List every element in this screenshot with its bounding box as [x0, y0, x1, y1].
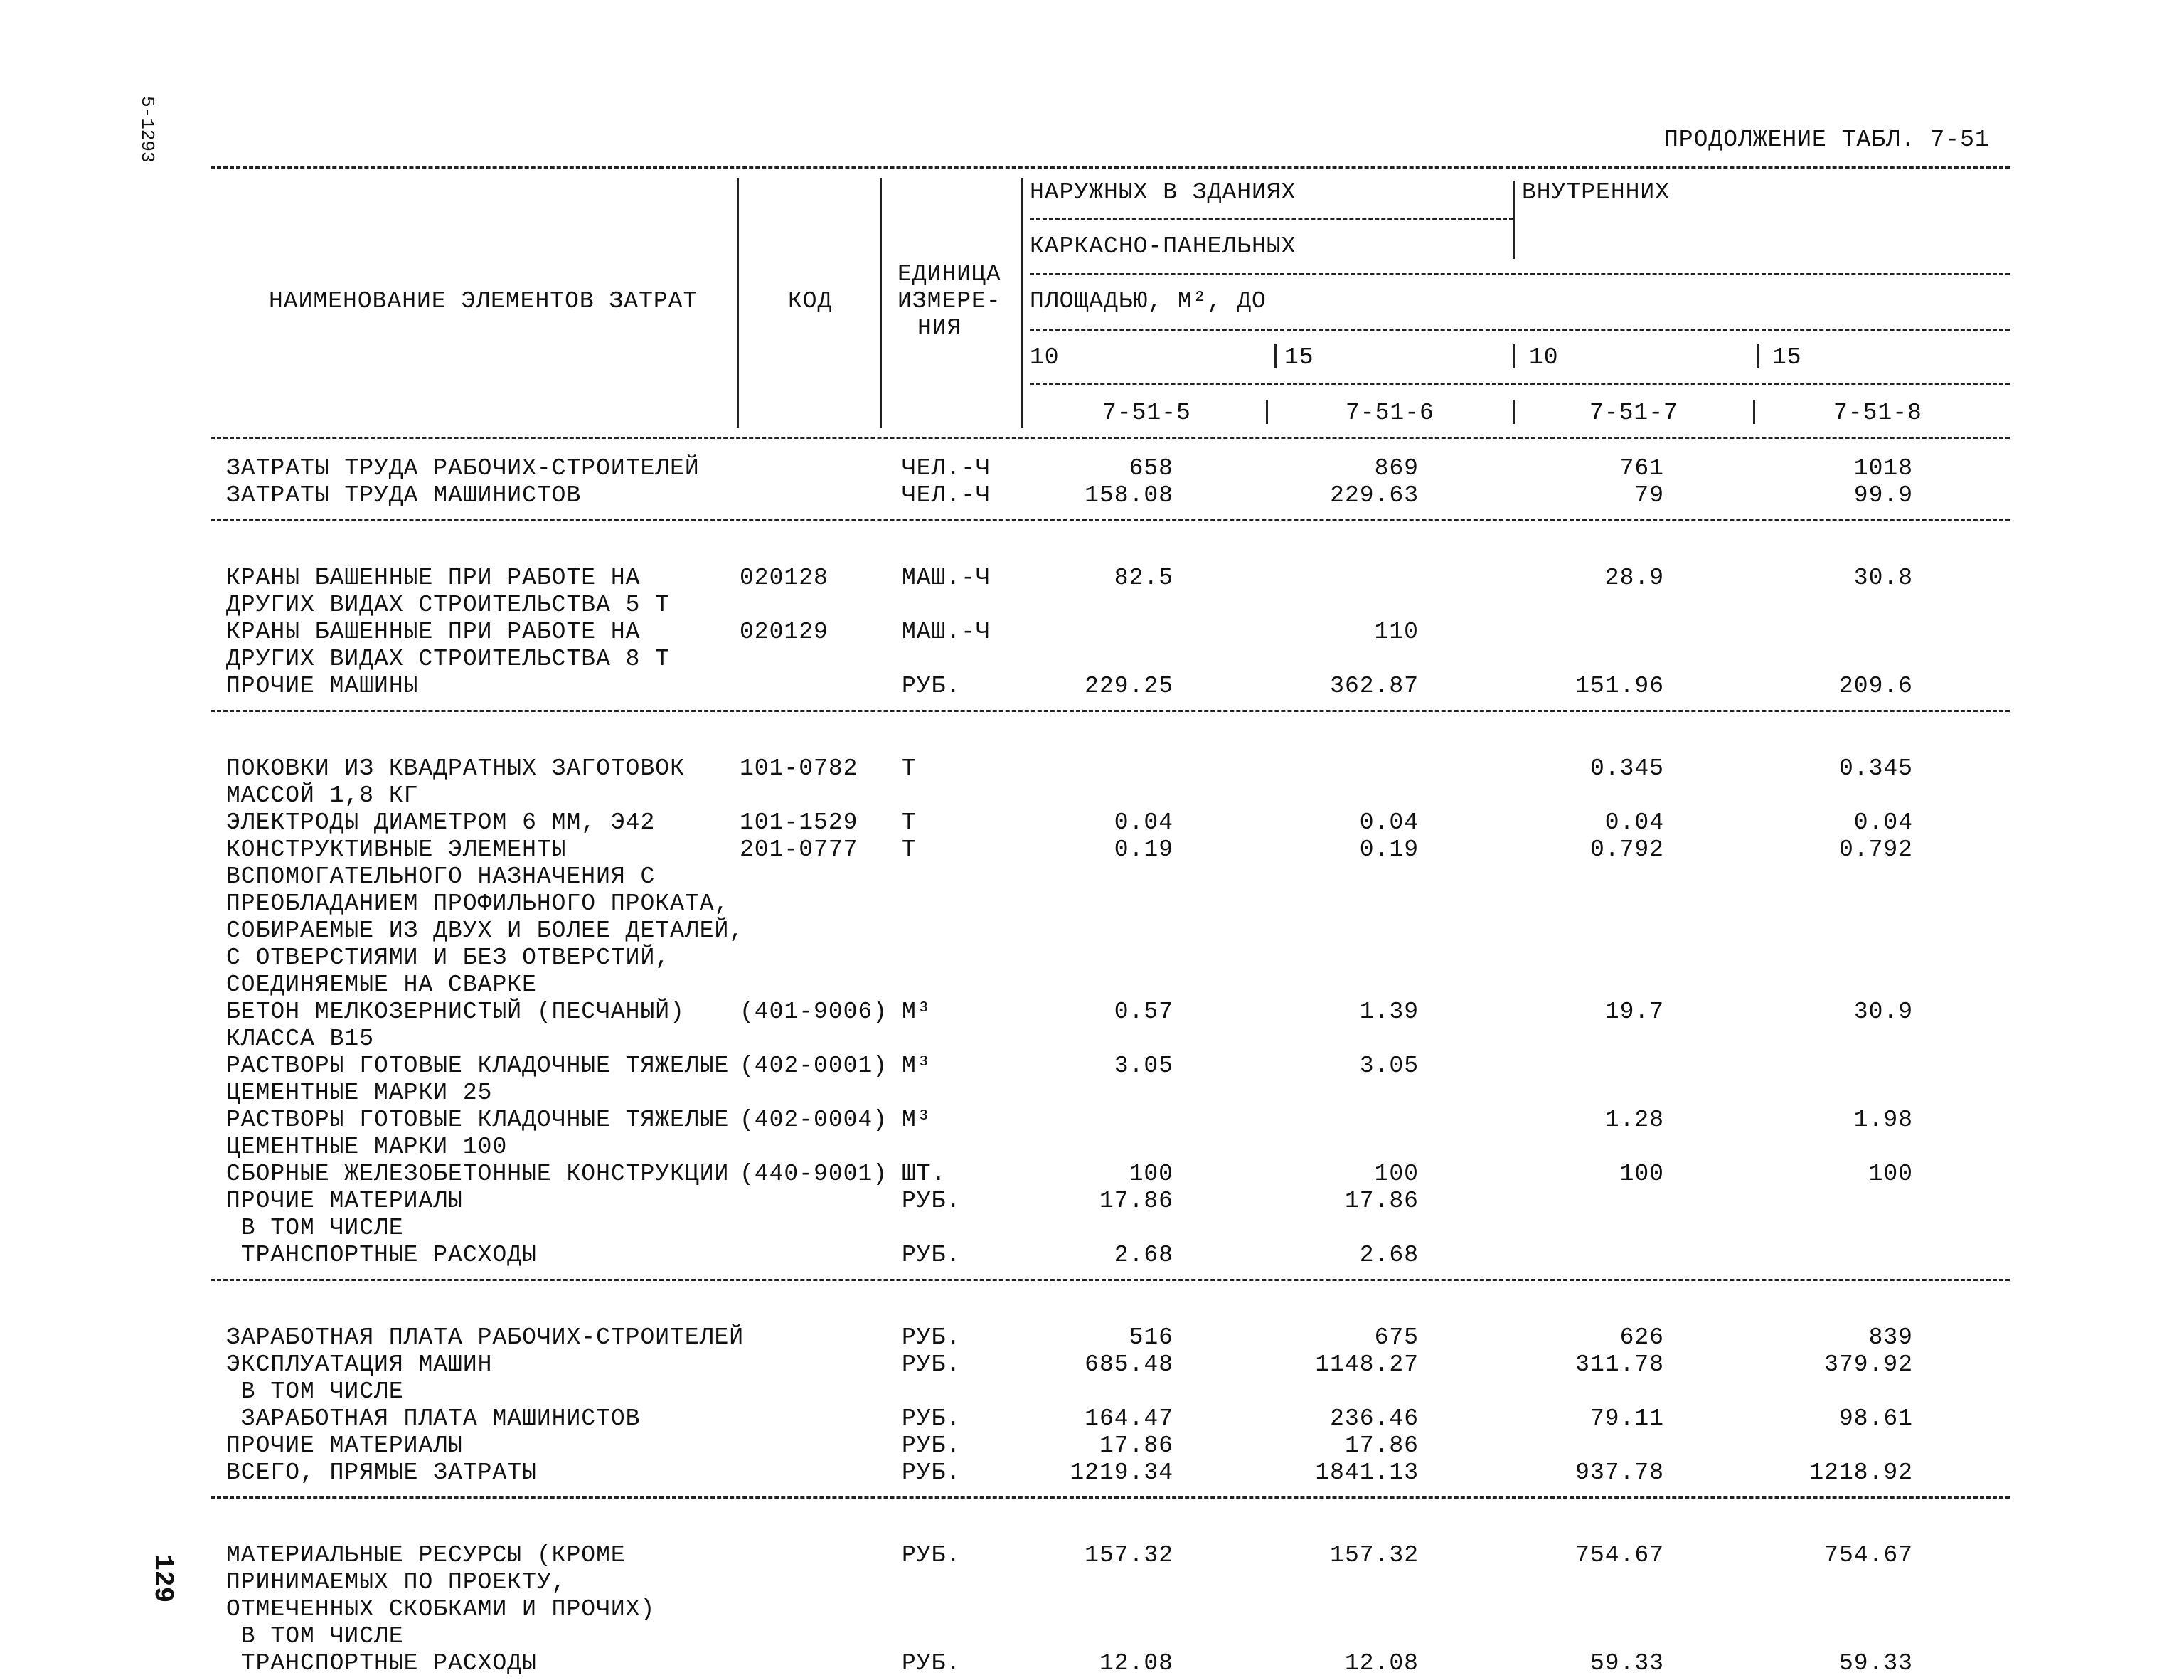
unit-of-measure: Т	[902, 836, 917, 863]
cost-item-name: ЭЛЕКТРОДЫ ДИАМЕТРОМ 6 ММ, Э42	[226, 809, 656, 836]
cost-item-name: ТРАНСПОРТНЫЕ РАСХОДЫ	[226, 1650, 537, 1676]
cost-item-name: С ОТВЕРСТИЯМИ И БЕЗ ОТВЕРСТИЙ,	[226, 945, 671, 971]
resource-code: 020128	[740, 565, 829, 591]
norm-value-2: 100	[1374, 1161, 1419, 1187]
header-unit-line-2: ИЗМЕРЕ-	[897, 288, 1001, 314]
unit-of-measure: РУБ.	[902, 1432, 962, 1459]
norm-value-2: 675	[1374, 1324, 1419, 1351]
cost-item-name: ЦЕМЕНТНЫЕ МАРКИ 25	[226, 1080, 493, 1106]
header-code-3: 7-51-7	[1589, 400, 1678, 426]
table-continuation-title: ПРОДОЛЖЕНИЕ ТАБЛ. 7-51	[1664, 127, 1990, 153]
header-area-3: 10	[1529, 344, 1559, 371]
cost-item-name: ПРОЧИЕ МАТЕРИАЛЫ	[226, 1432, 463, 1459]
header-rule-codes	[1030, 383, 2010, 385]
resource-code: (401-9006)	[740, 999, 888, 1025]
unit-of-measure: РУБ.	[902, 1188, 962, 1214]
cost-item-name: ОТМЕЧЕННЫХ СКОБКАМИ И ПРОЧИХ)	[226, 1596, 656, 1622]
header-rule-sizes	[1030, 329, 2010, 331]
norm-value-4: 1.98	[1853, 1107, 1913, 1133]
area-divider-1	[1274, 344, 1277, 368]
code-divider-2	[1513, 400, 1515, 424]
cost-item-name: СБОРНЫЕ ЖЕЛЕЗОБЕТОННЫЕ КОНСТРУКЦИИ	[226, 1161, 730, 1187]
document-code: 5-1293	[137, 96, 158, 163]
norm-value-4: 1018	[1853, 455, 1913, 482]
unit-of-measure: ШТ.	[902, 1161, 947, 1187]
norm-value-1: 0.04	[1114, 809, 1173, 836]
unit-of-measure: М³	[902, 1053, 932, 1079]
norm-value-4: 0.345	[1838, 755, 1913, 782]
norm-value-1: 17.86	[1099, 1432, 1173, 1459]
cost-item-name: БЕТОН МЕЛКОЗЕРНИСТЫЙ (ПЕСЧАНЫЙ)	[226, 999, 685, 1025]
unit-of-measure: РУБ.	[902, 1405, 962, 1432]
cost-item-name: ПРОЧИЕ МАТЕРИАЛЫ	[226, 1188, 463, 1214]
cost-item-name: КРАНЫ БАШЕННЫЕ ПРИ РАБОТЕ НА	[226, 565, 641, 591]
norm-value-2: 869	[1374, 455, 1419, 482]
norm-value-2: 17.86	[1344, 1188, 1419, 1214]
norm-value-1: 3.05	[1114, 1053, 1173, 1079]
norm-value-1: 82.5	[1114, 565, 1173, 591]
header-area-4: 15	[1772, 344, 1802, 371]
header-code-1: 7-51-5	[1102, 400, 1191, 426]
norm-value-4: 30.9	[1853, 999, 1913, 1025]
norm-value-4: 379.92	[1824, 1351, 1913, 1378]
norm-value-4: 754.67	[1824, 1542, 1913, 1568]
unit-of-measure: РУБ.	[902, 673, 962, 699]
header-area-2: 15	[1284, 344, 1314, 371]
header-code-4: 7-51-8	[1833, 400, 1922, 426]
cost-item-name: ПРЕОБЛАДАНИЕМ ПРОФИЛЬНОГО ПРОКАТА,	[226, 890, 730, 917]
unit-of-measure: РУБ.	[902, 1542, 962, 1568]
cost-item-name: ЭКСПЛУАТАЦИЯ МАШИН	[226, 1351, 493, 1378]
resource-code: (402-0004)	[740, 1107, 888, 1133]
area-divider-2	[1513, 344, 1515, 368]
resource-code: 020129	[740, 619, 829, 645]
norm-value-4: 59.33	[1838, 1650, 1913, 1676]
norm-value-3: 761	[1619, 455, 1664, 482]
norm-value-1: 2.68	[1114, 1242, 1173, 1268]
header-divider-1	[737, 178, 739, 428]
cost-item-name: МАТЕРИАЛЬНЫЕ РЕСУРСЫ (КРОМЕ	[226, 1542, 626, 1568]
norm-value-2: 1841.13	[1315, 1460, 1419, 1486]
norm-value-2: 0.04	[1359, 809, 1419, 836]
unit-of-measure: Т	[902, 755, 917, 782]
section-divider	[211, 1496, 2010, 1499]
cost-item-name: ЗАРАБОТНАЯ ПЛАТА РАБОЧИХ-СТРОИТЕЛЕЙ	[226, 1324, 745, 1351]
norm-value-1: 0.19	[1114, 836, 1173, 863]
header-frame-panel: КАРКАСНО-ПАНЕЛЬНЫХ	[1030, 233, 1296, 260]
cost-item-name: ПРИНИМАЕМЫХ ПО ПРОЕКТУ,	[226, 1569, 567, 1595]
norm-value-1: 164.47	[1085, 1405, 1173, 1432]
norm-value-1: 17.86	[1099, 1188, 1173, 1214]
norm-value-1: 0.57	[1114, 999, 1173, 1025]
header-code-column: КОД	[788, 288, 833, 314]
norm-value-4: 209.6	[1838, 673, 1913, 699]
code-divider-3	[1753, 400, 1755, 424]
header-unit-line-3: НИЯ	[917, 315, 962, 341]
unit-of-measure: М³	[902, 1107, 932, 1133]
unit-of-measure: РУБ.	[902, 1324, 962, 1351]
unit-of-measure: М³	[902, 999, 932, 1025]
cost-item-name: ДРУГИХ ВИДАХ СТРОИТЕЛЬСТВА 5 Т	[226, 592, 671, 618]
resource-code: 101-0782	[740, 755, 858, 782]
norm-value-1: 229.25	[1085, 673, 1173, 699]
norm-value-3: 311.78	[1575, 1351, 1664, 1378]
header-outer-buildings: НАРУЖНЫХ В ЗДАНИЯХ	[1030, 179, 1296, 206]
norm-value-4: 100	[1868, 1161, 1913, 1187]
norm-value-2: 2.68	[1359, 1242, 1419, 1268]
unit-of-measure: РУБ.	[902, 1351, 962, 1378]
unit-of-measure: РУБ.	[902, 1242, 962, 1268]
norm-value-2: 236.46	[1330, 1405, 1419, 1432]
header-divider-2	[880, 178, 882, 428]
cost-item-name: МАССОЙ 1,8 КГ	[226, 782, 419, 809]
norm-value-3: 79.11	[1589, 1405, 1664, 1432]
resource-code: (402-0001)	[740, 1053, 888, 1079]
header-code-2: 7-51-6	[1346, 400, 1434, 426]
norm-value-1: 12.08	[1099, 1650, 1173, 1676]
cost-item-name: ПРОЧИЕ МАШИНЫ	[226, 673, 419, 699]
norm-value-1: 1219.34	[1070, 1460, 1173, 1486]
cost-item-name: В ТОМ ЧИСЛЕ	[226, 1215, 404, 1241]
norm-value-3: 28.9	[1604, 565, 1664, 591]
header-rule-area	[1030, 273, 2010, 275]
cost-item-name: КЛАССА В15	[226, 1026, 375, 1052]
norm-value-3: 1.28	[1604, 1107, 1664, 1133]
resource-code: 201-0777	[740, 836, 858, 863]
norm-value-2: 17.86	[1344, 1432, 1419, 1459]
norm-value-2: 3.05	[1359, 1053, 1419, 1079]
unit-of-measure: РУБ.	[902, 1650, 962, 1676]
cost-item-name: ЗАТРАТЫ ТРУДА МАШИНИСТОВ	[226, 482, 582, 509]
norm-value-2: 1.39	[1359, 999, 1419, 1025]
norm-value-2: 110	[1374, 619, 1419, 645]
section-divider	[211, 1279, 2010, 1281]
norm-value-3: 754.67	[1575, 1542, 1664, 1568]
header-name-column: НАИМЕНОВАНИЕ ЭЛЕМЕНТОВ ЗАТРАТ	[269, 288, 698, 314]
norm-value-2: 362.87	[1330, 673, 1419, 699]
resource-code: 101-1529	[740, 809, 858, 836]
header-top-rule	[211, 166, 2010, 169]
norm-value-4: 839	[1868, 1324, 1913, 1351]
unit-of-measure: МАШ.-Ч	[902, 565, 991, 591]
norm-value-3: 626	[1619, 1324, 1664, 1351]
norm-value-3: 79	[1634, 482, 1664, 509]
norm-value-1: 100	[1129, 1161, 1173, 1187]
unit-of-measure: ЧЕЛ.-Ч	[902, 455, 991, 482]
norm-value-2: 0.19	[1359, 836, 1419, 863]
cost-item-name: РАСТВОРЫ ГОТОВЫЕ КЛАДОЧНЫЕ ТЯЖЕЛЫЕ	[226, 1053, 730, 1079]
norm-value-1: 157.32	[1085, 1542, 1173, 1568]
header-inner: ВНУТРЕННИХ	[1522, 179, 1671, 206]
cost-item-name: КРАНЫ БАШЕННЫЕ ПРИ РАБОТЕ НА	[226, 619, 641, 645]
cost-item-name: ЗАТРАТЫ ТРУДА РАБОЧИХ-СТРОИТЕЛЕЙ	[226, 455, 700, 482]
header-area-1: 10	[1030, 344, 1060, 371]
cost-item-name: ЗАРАБОТНАЯ ПЛАТА МАШИНИСТОВ	[226, 1405, 641, 1432]
unit-of-measure: Т	[902, 809, 917, 836]
norm-value-3: 100	[1619, 1161, 1664, 1187]
unit-of-measure: РУБ.	[902, 1460, 962, 1486]
cost-item-name: ЦЕМЕНТНЫЕ МАРКИ 100	[226, 1134, 508, 1160]
section-divider	[211, 519, 2010, 521]
norm-value-3: 0.792	[1589, 836, 1664, 863]
area-divider-3	[1757, 344, 1759, 368]
norm-value-2: 1148.27	[1315, 1351, 1419, 1378]
norm-value-4: 1218.92	[1809, 1460, 1913, 1486]
cost-item-name: СОБИРАЕМЫЕ ИЗ ДВУХ И БОЛЕЕ ДЕТАЛЕЙ,	[226, 918, 745, 944]
norm-value-1: 685.48	[1085, 1351, 1173, 1378]
cost-item-name: КОНСТРУКТИВНЫЕ ЭЛЕМЕНТЫ	[226, 836, 567, 863]
cost-item-name: ВСПОМОГАТЕЛЬНОГО НАЗНАЧЕНИЯ С	[226, 863, 656, 890]
norm-value-4: 0.04	[1853, 809, 1913, 836]
norm-value-4: 99.9	[1853, 482, 1913, 509]
cost-item-name: В ТОМ ЧИСЛЕ	[226, 1378, 404, 1405]
norm-value-3: 937.78	[1575, 1460, 1664, 1486]
cost-item-name: ТРАНСПОРТНЫЕ РАСХОДЫ	[226, 1242, 537, 1268]
norm-value-1: 516	[1129, 1324, 1173, 1351]
cost-item-name: ВСЕГО, ПРЯМЫЕ ЗАТРАТЫ	[226, 1460, 537, 1486]
norm-value-2: 229.63	[1330, 482, 1419, 509]
norm-value-3: 0.345	[1589, 755, 1664, 782]
norm-value-4: 30.8	[1853, 565, 1913, 591]
cost-item-name: СОЕДИНЯЕМЫЕ НА СВАРКЕ	[226, 972, 537, 998]
cost-item-name: ПОКОВКИ ИЗ КВАДРАТНЫХ ЗАГОТОВОК	[226, 755, 685, 782]
norm-value-4: 98.61	[1838, 1405, 1913, 1432]
norm-value-2: 157.32	[1330, 1542, 1419, 1568]
norm-value-4: 0.792	[1838, 836, 1913, 863]
resource-code: (440-9001)	[740, 1161, 888, 1187]
norm-value-3: 0.04	[1604, 809, 1664, 836]
header-rule-outer	[1030, 218, 1513, 220]
cost-item-name: РАСТВОРЫ ГОТОВЫЕ КЛАДОЧНЫЕ ТЯЖЕЛЫЕ	[226, 1107, 730, 1133]
norm-value-3: 59.33	[1589, 1650, 1664, 1676]
header-divider-3	[1021, 178, 1023, 428]
cost-item-name: В ТОМ ЧИСЛЕ	[226, 1623, 404, 1649]
section-divider	[211, 710, 2010, 712]
header-unit-line-1: ЕДИНИЦА	[897, 261, 1001, 287]
norm-value-3: 151.96	[1575, 673, 1664, 699]
unit-of-measure: ЧЕЛ.-Ч	[902, 482, 991, 509]
norm-value-1: 658	[1129, 455, 1173, 482]
page-number: 129	[147, 1554, 178, 1603]
unit-of-measure: МАШ.-Ч	[902, 619, 991, 645]
norm-value-2: 12.08	[1344, 1650, 1419, 1676]
header-area: ПЛОЩАДЬЮ, М², ДО	[1030, 288, 1267, 314]
code-divider-1	[1266, 400, 1268, 424]
norm-value-1: 158.08	[1085, 482, 1173, 509]
cost-item-name: ДРУГИХ ВИДАХ СТРОИТЕЛЬСТВА 8 Т	[226, 646, 671, 672]
norm-value-3: 19.7	[1604, 999, 1664, 1025]
header-bottom-rule	[211, 437, 2010, 439]
